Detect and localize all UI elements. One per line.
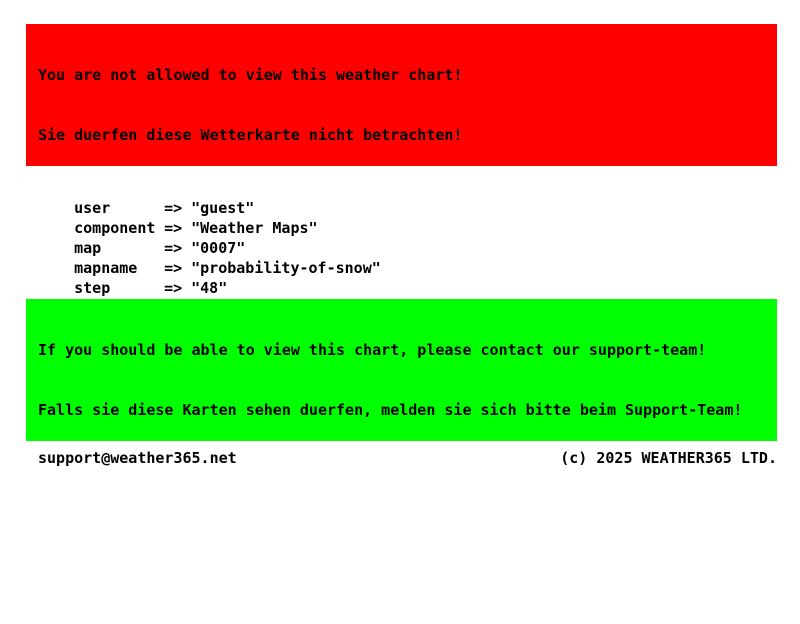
detail-arrow: => <box>164 219 183 237</box>
detail-value: "48" <box>191 279 228 297</box>
detail-arrow: => <box>164 239 183 257</box>
copyright-text: (c) 2025 WEATHER365 LTD. <box>560 449 777 467</box>
detail-key: map <box>74 239 102 257</box>
detail-key: mapname <box>74 259 138 277</box>
support-email-text: support@weather365.net <box>38 449 237 467</box>
detail-arrow: => <box>164 279 183 297</box>
detail-row-user <box>38 178 800 217</box>
detail-key: step <box>74 279 111 297</box>
error-banner-line2: Sie duerfen diese Wetterkarte nicht betrachten! <box>38 126 463 144</box>
info-banner-line1: If you should be able to view this chart, please contact our support-team! <box>38 341 707 359</box>
detail-value: "probability-of-snow" <box>191 259 381 277</box>
detail-key: component <box>74 219 156 237</box>
detail-value: "Weather Maps" <box>191 219 318 237</box>
request-details <box>38 178 800 297</box>
footer <box>38 448 777 468</box>
detail-value: "0007" <box>191 239 246 257</box>
info-banner-line2: Falls sie diese Karten sehen duerfen, melden sie sich bitte beim Support-Team! <box>38 401 743 419</box>
error-banner <box>26 24 777 166</box>
detail-value: "guest" <box>191 199 255 217</box>
info-banner <box>26 299 777 441</box>
detail-arrow: => <box>164 259 183 277</box>
detail-arrow: => <box>164 199 183 217</box>
detail-key: user <box>74 199 111 217</box>
error-banner-line1: You are not allowed to view this weather chart! <box>38 66 463 84</box>
